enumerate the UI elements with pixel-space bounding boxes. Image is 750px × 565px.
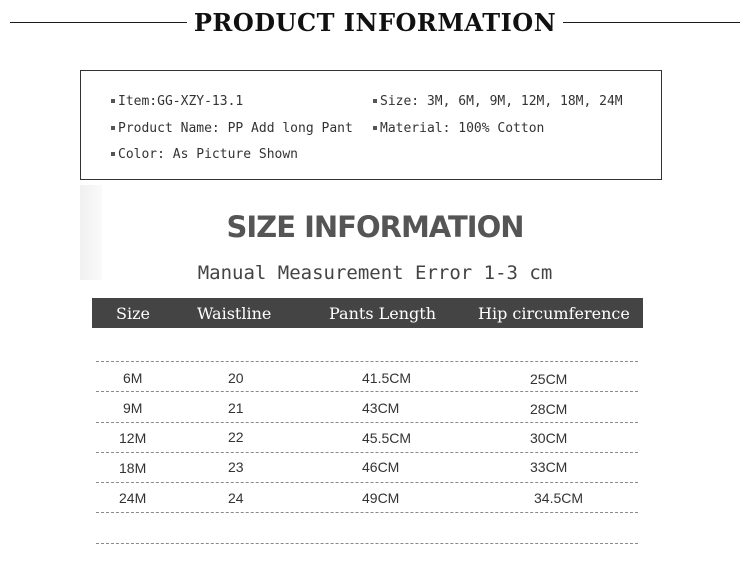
bullet-icon [373,99,377,103]
info-size: Size: 3M, 6M, 9M, 12M, 18M, 24M [373,94,623,109]
row-divider [96,512,638,513]
info-product-name: Product Name: PP Add long Pant [111,121,353,136]
header-waistline: Waistline [197,304,272,323]
row-divider [96,422,638,423]
cell-hip: 25CM [530,371,568,387]
cell-length: 45.5CM [362,430,412,446]
cell-waist: 23 [228,459,244,475]
size-table-header [92,298,643,328]
measurement-note: Manual Measurement Error 1-3 cm [197,262,553,284]
cell-size: 18M [119,460,147,476]
cell-length: 43CM [362,400,400,416]
cell-size: 12M [119,430,147,446]
cell-hip: 30CM [530,430,568,446]
cell-size: 9M [123,400,143,416]
cell-size: 24M [119,490,147,506]
cell-hip: 34.5CM [534,490,584,506]
header-hip: Hip circumference [478,304,630,323]
bullet-icon [111,99,115,103]
cell-waist: 22 [228,429,244,445]
info-material: Material: 100% Cotton [373,121,544,136]
cell-size: 6M [123,370,143,386]
cell-length: 46CM [362,459,400,475]
bullet-icon [111,126,115,130]
cell-length: 41.5CM [362,370,412,386]
header-pants-length: Pants Length [329,304,436,323]
cell-waist: 24 [228,490,244,506]
cell-length: 49CM [362,490,400,506]
row-divider [96,543,638,544]
bullet-icon [111,152,115,156]
info-item-line: Item:GG-XZY-13.1 [111,94,243,109]
header-size: Size [116,304,150,323]
size-info-title: SIZE INFORMATION [226,210,524,244]
info-color: Color: As Picture Shown [111,147,298,162]
row-divider [96,452,638,453]
cell-hip: 28CM [530,401,568,417]
product-info-title: PRODUCT INFORMATION [0,8,750,37]
row-divider [96,361,638,362]
cell-hip: 33CM [530,459,568,475]
row-divider [96,482,638,483]
bullet-icon [373,126,377,130]
cell-waist: 20 [228,370,244,386]
cell-waist: 21 [228,400,244,416]
product-info-box [80,70,662,180]
row-divider [96,391,638,392]
